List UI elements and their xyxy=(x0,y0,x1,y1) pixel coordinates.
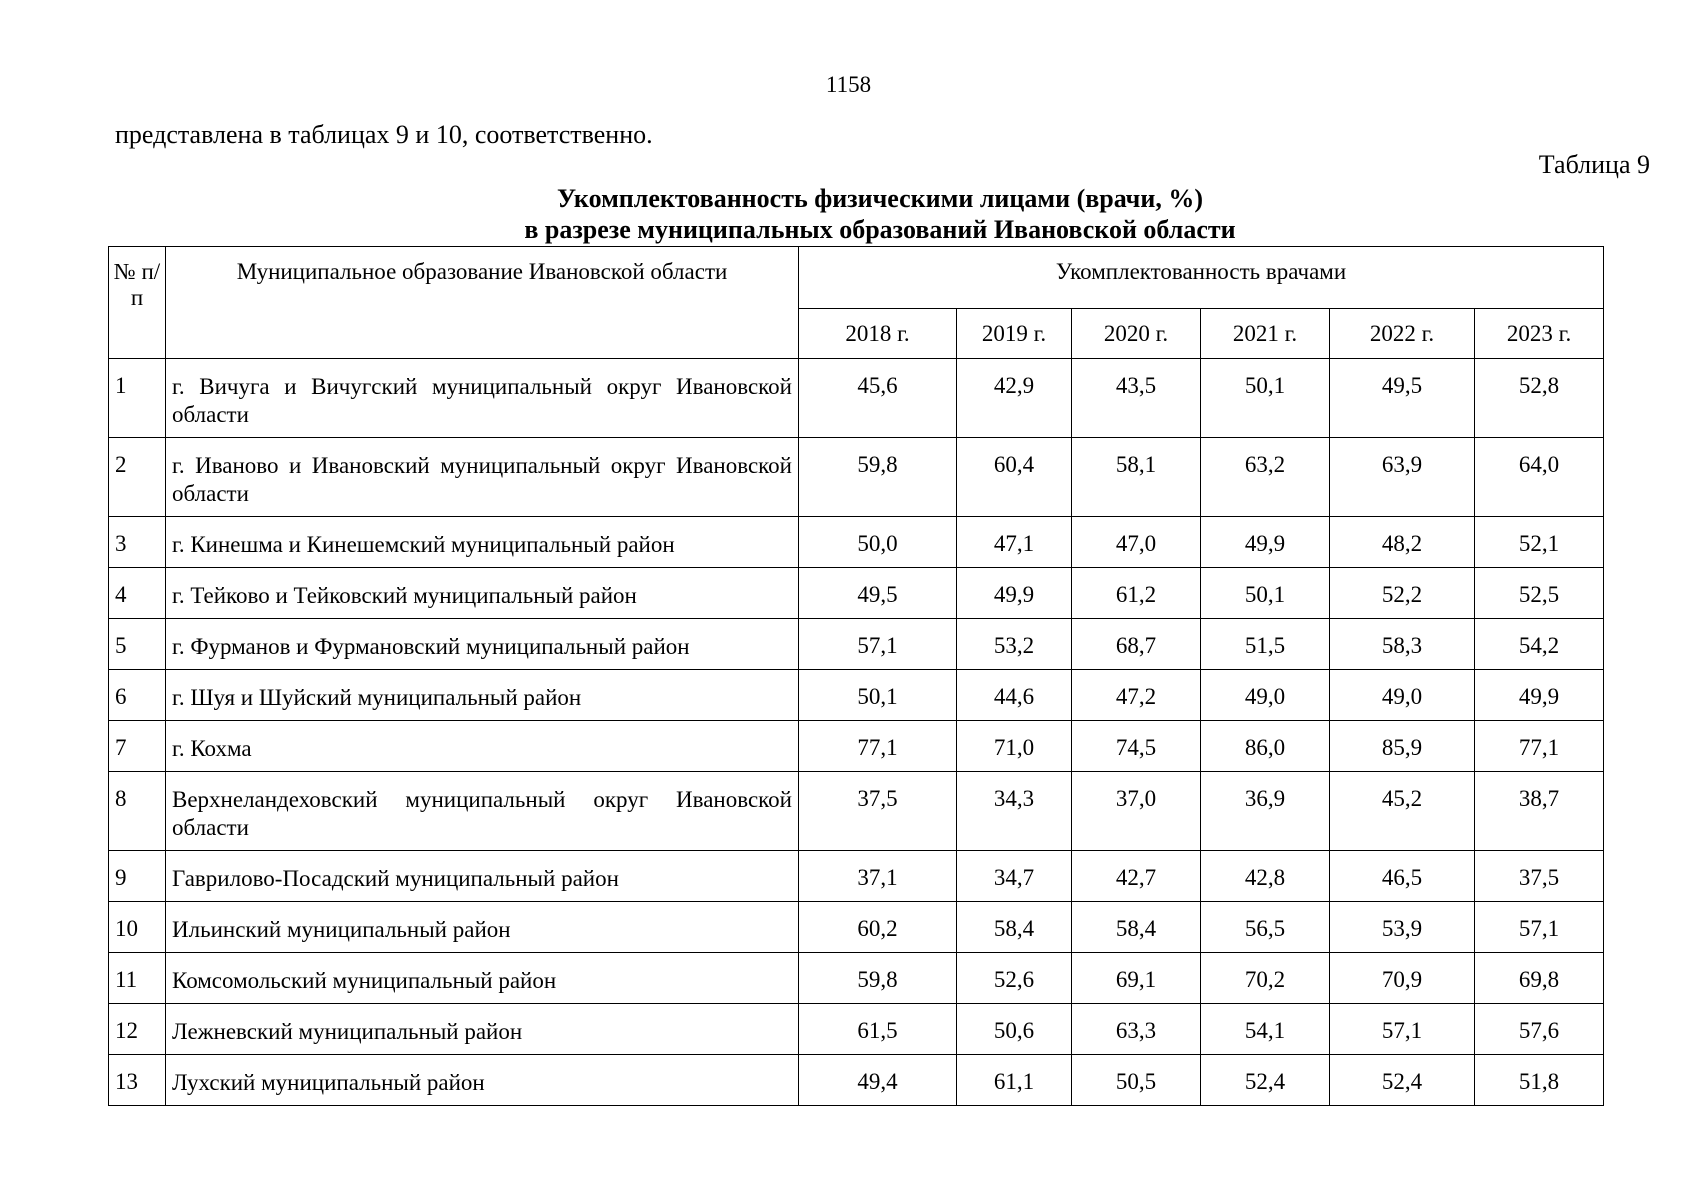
table-row xyxy=(109,851,1604,902)
staffing-value: 69,8 xyxy=(1475,953,1604,1004)
table-body xyxy=(109,359,1604,1106)
municipality-name: г. Вичуга и Вичугский муниципальный округ Ивановской области xyxy=(166,359,799,438)
staffing-value: 43,5 xyxy=(1072,359,1201,438)
municipality-name: г. Кохма xyxy=(166,721,799,772)
header-staffing-group: Укомплектованность врачами xyxy=(799,247,1604,309)
row-number: 5 xyxy=(109,619,166,670)
staffing-value: 52,2 xyxy=(1330,568,1475,619)
row-number: 12 xyxy=(109,1004,166,1055)
staffing-value: 69,1 xyxy=(1072,953,1201,1004)
staffing-value: 47,0 xyxy=(1072,517,1201,568)
staffing-value: 77,1 xyxy=(799,721,957,772)
staffing-value: 52,1 xyxy=(1475,517,1604,568)
table-title xyxy=(0,183,1697,245)
table-label: Таблица 9 xyxy=(1538,150,1650,179)
intro-text: представлена в таблицах 9 и 10, соответственно. xyxy=(115,120,653,149)
staffing-value: 63,2 xyxy=(1201,438,1330,517)
staffing-value: 51,8 xyxy=(1475,1055,1604,1106)
staffing-value: 58,1 xyxy=(1072,438,1201,517)
row-number: 4 xyxy=(109,568,166,619)
staffing-value: 48,2 xyxy=(1330,517,1475,568)
staffing-value: 61,5 xyxy=(799,1004,957,1055)
table-row xyxy=(109,1055,1604,1106)
staffing-value: 58,4 xyxy=(1072,902,1201,953)
header-year: 2020 г. xyxy=(1072,309,1201,359)
table-row xyxy=(109,721,1604,772)
staffing-value: 59,8 xyxy=(799,438,957,517)
table-row xyxy=(109,438,1604,517)
header-year: 2023 г. xyxy=(1475,309,1604,359)
staffing-value: 46,5 xyxy=(1330,851,1475,902)
staffing-value: 44,6 xyxy=(957,670,1072,721)
row-number: 7 xyxy=(109,721,166,772)
staffing-value: 42,9 xyxy=(957,359,1072,438)
staffing-value: 50,1 xyxy=(1201,359,1330,438)
staffing-value: 52,4 xyxy=(1201,1055,1330,1106)
staffing-value: 54,1 xyxy=(1201,1004,1330,1055)
staffing-value: 77,1 xyxy=(1475,721,1604,772)
table-row xyxy=(109,619,1604,670)
staffing-value: 64,0 xyxy=(1475,438,1604,517)
staffing-value: 37,1 xyxy=(799,851,957,902)
municipality-name: г. Кинешма и Кинешемский муниципальный район xyxy=(166,517,799,568)
staffing-value: 71,0 xyxy=(957,721,1072,772)
staffing-value: 34,7 xyxy=(957,851,1072,902)
staffing-value: 49,0 xyxy=(1201,670,1330,721)
staffing-value: 57,6 xyxy=(1475,1004,1604,1055)
row-number: 6 xyxy=(109,670,166,721)
row-number: 13 xyxy=(109,1055,166,1106)
row-number: 3 xyxy=(109,517,166,568)
staffing-value: 36,9 xyxy=(1201,772,1330,851)
staffing-value: 59,8 xyxy=(799,953,957,1004)
staffing-value: 34,3 xyxy=(957,772,1072,851)
staffing-value: 49,9 xyxy=(1201,517,1330,568)
municipality-name: Лежневский муниципальный район xyxy=(166,1004,799,1055)
staffing-value: 49,9 xyxy=(1475,670,1604,721)
staffing-value: 49,0 xyxy=(1330,670,1475,721)
municipality-name: Гаврилово-Посадский муниципальный район xyxy=(166,851,799,902)
row-number: 10 xyxy=(109,902,166,953)
row-number: 11 xyxy=(109,953,166,1004)
row-number: 2 xyxy=(109,438,166,517)
staffing-value: 49,4 xyxy=(799,1055,957,1106)
header-year: 2022 г. xyxy=(1330,309,1475,359)
staffing-value: 74,5 xyxy=(1072,721,1201,772)
staffing-value: 37,0 xyxy=(1072,772,1201,851)
staffing-value: 52,5 xyxy=(1475,568,1604,619)
staffing-value: 49,5 xyxy=(1330,359,1475,438)
staffing-value: 37,5 xyxy=(799,772,957,851)
staffing-value: 38,7 xyxy=(1475,772,1604,851)
staffing-value: 63,9 xyxy=(1330,438,1475,517)
staffing-value: 53,2 xyxy=(957,619,1072,670)
table-row xyxy=(109,902,1604,953)
header-year: 2021 г. xyxy=(1201,309,1330,359)
staffing-value: 70,2 xyxy=(1201,953,1330,1004)
staffing-value: 85,9 xyxy=(1330,721,1475,772)
staffing-value: 52,4 xyxy=(1330,1055,1475,1106)
header-number: № п/п xyxy=(109,247,166,359)
municipality-name: Верхнеландеховский муниципальный округ Ивановской области xyxy=(166,772,799,851)
staffing-value: 60,2 xyxy=(799,902,957,953)
header-year: 2018 г. xyxy=(799,309,957,359)
staffing-value: 52,8 xyxy=(1475,359,1604,438)
table-title-line-1: Укомплектованность физическими лицами (врачи, %) xyxy=(556,184,1203,213)
staffing-value: 42,8 xyxy=(1201,851,1330,902)
staffing-value: 63,3 xyxy=(1072,1004,1201,1055)
staffing-value: 86,0 xyxy=(1201,721,1330,772)
table-row xyxy=(109,953,1604,1004)
staffing-value: 53,9 xyxy=(1330,902,1475,953)
row-number: 1 xyxy=(109,359,166,438)
staffing-value: 50,1 xyxy=(799,670,957,721)
row-number: 9 xyxy=(109,851,166,902)
staffing-value: 50,1 xyxy=(1201,568,1330,619)
staffing-value: 68,7 xyxy=(1072,619,1201,670)
table-row xyxy=(109,772,1604,851)
table-title-line-2: в разрезе муниципальных образований Ивановской области xyxy=(524,215,1236,244)
staffing-table xyxy=(108,246,1604,1106)
staffing-value: 52,6 xyxy=(957,953,1072,1004)
table-row xyxy=(109,517,1604,568)
municipality-name: г. Тейково и Тейковский муниципальный район xyxy=(166,568,799,619)
staffing-value: 61,1 xyxy=(957,1055,1072,1106)
municipality-name: г. Иваново и Ивановский муниципальный округ Ивановской области xyxy=(166,438,799,517)
header-year: 2019 г. xyxy=(957,309,1072,359)
staffing-value: 50,0 xyxy=(799,517,957,568)
staffing-value: 49,9 xyxy=(957,568,1072,619)
staffing-value: 45,6 xyxy=(799,359,957,438)
staffing-value: 51,5 xyxy=(1201,619,1330,670)
staffing-value: 37,5 xyxy=(1475,851,1604,902)
staffing-value: 60,4 xyxy=(957,438,1072,517)
staffing-value: 42,7 xyxy=(1072,851,1201,902)
staffing-value: 57,1 xyxy=(1330,1004,1475,1055)
staffing-value: 70,9 xyxy=(1330,953,1475,1004)
staffing-value: 54,2 xyxy=(1475,619,1604,670)
staffing-value: 57,1 xyxy=(1475,902,1604,953)
table-row xyxy=(109,568,1604,619)
staffing-value: 58,3 xyxy=(1330,619,1475,670)
staffing-value: 45,2 xyxy=(1330,772,1475,851)
table-row xyxy=(109,359,1604,438)
staffing-value: 47,1 xyxy=(957,517,1072,568)
staffing-value: 47,2 xyxy=(1072,670,1201,721)
municipality-name: г. Фурманов и Фурмановский муниципальный район xyxy=(166,619,799,670)
staffing-value: 57,1 xyxy=(799,619,957,670)
header-municipality: Муниципальное образование Ивановской области xyxy=(166,247,799,359)
staffing-value: 61,2 xyxy=(1072,568,1201,619)
row-number: 8 xyxy=(109,772,166,851)
staffing-value: 49,5 xyxy=(799,568,957,619)
staffing-value: 50,6 xyxy=(957,1004,1072,1055)
staffing-value: 58,4 xyxy=(957,902,1072,953)
municipality-name: г. Шуя и Шуйский муниципальный район xyxy=(166,670,799,721)
page-number: 1158 xyxy=(825,72,872,97)
staffing-value: 50,5 xyxy=(1072,1055,1201,1106)
table-row xyxy=(109,1004,1604,1055)
municipality-name: Ильинский муниципальный район xyxy=(166,902,799,953)
table-row xyxy=(109,670,1604,721)
staffing-value: 56,5 xyxy=(1201,902,1330,953)
municipality-name: Лухский муниципальный район xyxy=(166,1055,799,1106)
municipality-name: Комсомольский муниципальный район xyxy=(166,953,799,1004)
